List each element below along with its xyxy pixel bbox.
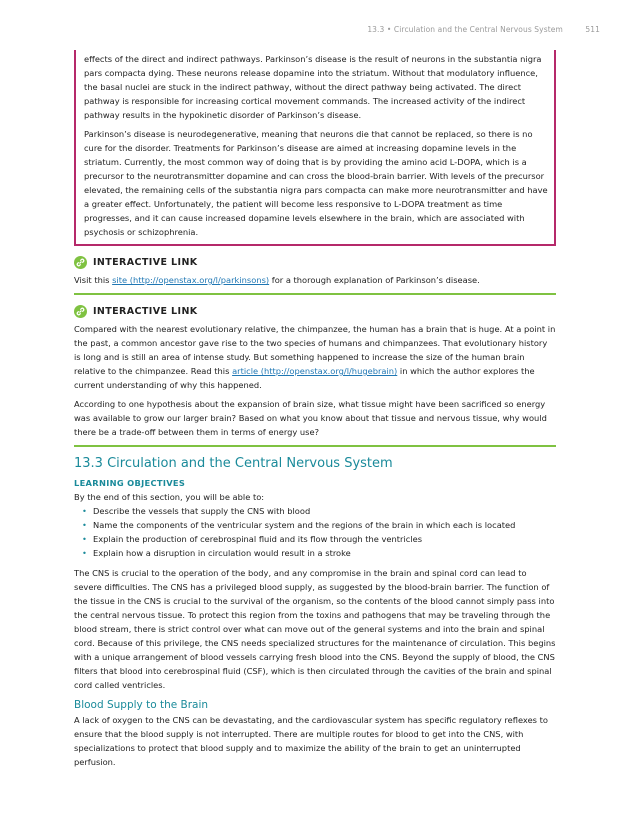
section-intro-paragraph: The CNS is crucial to the operation of the body, and any compromise in the brain and spinal cord can lead to severe difficulties. The CNS has a privileged blood supply, as suggested by the blood-brain barrier. The function of the tissue in the CNS is crucial to the survival of the organism, so the contents of the blood cannot simply pass into the central nervous tissue. To protect this region from the toxins and pathogens that may be traveling through the blood stream, there is strict control over what can move out of the general systems and into the brain and spinal cord. Because of this privilege, the CNS needs specialized structures for the maintenance of circulation. This begins with a unique arrangement of blood vessels carrying fresh blood into the CNS. Beyond the supply of blood, the CNS filters that blood into cerebrospinal fluid (CSF), which is then circulated through the cavities of the brain and spinal cord called ventricles. — [74, 568, 556, 690]
interactive-link-question: According to one hypothesis about the expansion of brain size, what tissue might have been sacrificed so energy was available to grow our larger brain? Based on what you know about that tissue and nervous tissue, why would there be a trade-off between them in terms of energy use? — [74, 399, 547, 437]
objective-text: Explain the production of cerebrospinal fluid and its flow through the ventricles — [93, 534, 423, 544]
bullet-icon: • — [82, 534, 87, 544]
page-number: 511 — [585, 25, 600, 34]
page-content — [74, 50, 556, 769]
objectives-intro: By the end of this section, you will be able to: — [74, 492, 265, 502]
interactive-link-box-1 — [74, 254, 556, 295]
bullet-icon: • — [82, 506, 87, 516]
parkinsons-site-link[interactable]: site (http://openstax.org/l/parkinsons) — [112, 275, 270, 285]
interactive-link-text — [74, 273, 556, 287]
objective-text: Name the components of the ventricular system and the regions of the brain in which each is located — [93, 520, 516, 530]
running-header — [367, 25, 600, 34]
list-item — [82, 546, 556, 560]
link-chain-icon — [74, 256, 87, 269]
hugebrain-article-link[interactable]: article (http://openstax.org/l/hugebrain) — [232, 366, 398, 376]
learning-objectives-heading: LEARNING OBJECTIVES — [74, 478, 186, 488]
divider — [74, 445, 556, 447]
subsection-paragraph: A lack of oxygen to the CNS can be devastating, and the cardiovascular system has specific regulatory reflexes to ensure that the blood supply is not interrupted. There are multiple routes for blood to get into the CNS, with specializations to protect that blood supply and to maximize the ability of the brain to get an uninterrupted perfusion. — [74, 715, 548, 767]
bullet-icon: • — [82, 520, 87, 530]
subsection-title: Blood Supply to the Brain — [74, 699, 209, 711]
interactive-link-body — [74, 273, 556, 287]
running-header-section: 13.3 • Circulation and the Central Nervous System — [367, 25, 563, 34]
callout-paragraph-2: Parkinson’s disease is neurodegenerative, meaning that neurons die that cannot be replaced, so there is no cure for the disorder. Treatments for Parkinson’s disease are aimed at increasing dopamine levels in the striatum. Currently, the most common way of doing that is by providing the amino acid L-DOPA, which is a precursor to the neurotransmitter dopamine and can cross the blood-brain barrier. With levels of the precursor elevated, the remaining cells of the substantia nigra pars compacta can make more neurotransmitter and have a greater effect. Unfortunately, the patient will become less responsive to L-DOPA treatment as time progresses, and it can cause increased dopamine levels elsewhere in the brain, which are associated with psychosis or schizophrenia. — [84, 129, 548, 237]
bullet-icon: • — [82, 548, 87, 558]
interactive-link-box-2 — [74, 303, 556, 447]
callout-paragraph-1: effects of the direct and indirect pathways. Parkinson’s disease is the result of neurons in the substantia nigra pars compacta dying. These neurons release dopamine into the striatum. Without that modulatory influence, the basal nuclei are stuck in the indirect pathway, without the direct pathway being activated. The direct pathway is responsible for increasing cortical movement commands. The increased activity of the indirect pathway results in the hypokinetic disorder of Parkinson’s disease. — [84, 54, 542, 120]
list-item — [82, 532, 556, 546]
text-segment: Compared with the nearest evolutionary relative, the chimpanzee, the human has a brain that is huge. At a point in the past, a common ancestor gave rise to the two species of humans and chimpanzees. That evolutionary history is long and is still an area of intense study. But something happened to increase the size of the human brain relative to the chimpanzee. Read this — [74, 324, 556, 376]
interactive-link-heading-text: INTERACTIVE LINK — [93, 305, 198, 317]
interactive-link-heading — [74, 254, 556, 270]
text-segment: Visit this — [74, 275, 113, 285]
list-item — [82, 518, 556, 532]
divider — [74, 293, 556, 295]
interactive-link-body — [74, 322, 556, 439]
section-title: 13.3 Circulation and the Central Nervous System — [74, 456, 393, 471]
interactive-link-heading — [74, 303, 556, 319]
link-chain-icon — [74, 305, 87, 318]
text-segment: in which the author explores the current understanding of why this happened. — [74, 366, 535, 390]
objective-text: Describe the vessels that supply the CNS with blood — [93, 506, 311, 516]
feature-callout-box — [74, 50, 556, 246]
interactive-link-heading-text: INTERACTIVE LINK — [93, 256, 198, 268]
list-item — [82, 504, 556, 518]
objective-text: Explain how a disruption in circulation would result in a stroke — [93, 548, 351, 558]
interactive-link-text — [74, 322, 556, 392]
objectives-list — [74, 504, 556, 560]
text-segment: for a thorough explanation of Parkinson’s disease. — [269, 275, 480, 285]
